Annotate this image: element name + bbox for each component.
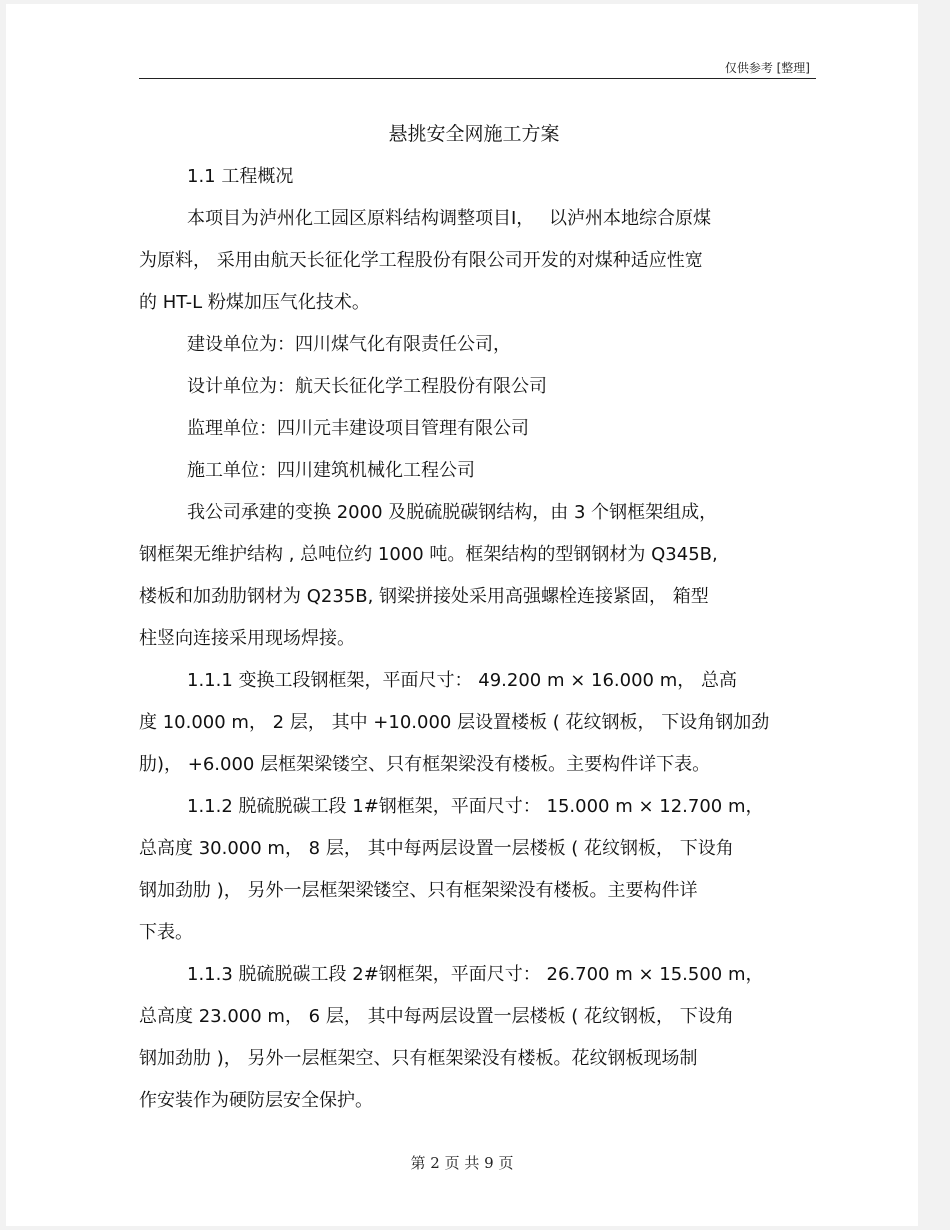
paragraph-line: 1.1.1 变换工段钢框架，平面尺寸： 49.200 m × 16.000 m， 总高 [187, 670, 737, 691]
paragraph-1-1-1 [139, 660, 809, 786]
paragraph-line: 的 HT-L 粉煤加压气化技术。 [139, 292, 370, 313]
paragraph-line: 总高度 23.000 m， 6 层， 其中每两层设置一层楼板 ( 花纹钢板， 下设角 [139, 1006, 734, 1027]
paragraph-line: 1.1.3 脱硫脱碳工段 2#钢框架，平面尺寸： 26.700 m × 15.500 m， [187, 964, 764, 985]
paragraph-line: 钢加劲肋 )， 另外一层框架空、只有框架梁没有楼板。花纹钢板现场制 [139, 1048, 698, 1069]
paragraph-line: 度 10.000 m， 2 层， 其中 +10.000 层设置楼板 ( 花纹钢板， 下设角钢加劲 [139, 712, 770, 733]
paragraph-line: 下表。 [139, 922, 193, 943]
paragraph-1-1-3 [139, 954, 809, 1122]
construction-unit-line: 施工单位：四川建筑机械化工程公司 [187, 460, 475, 481]
document-body [139, 116, 809, 1122]
paragraph-1-1-2 [139, 786, 809, 954]
owner-unit-line: 建设单位为：四川煤气化有限责任公司， [187, 334, 511, 355]
paragraph-line: 钢框架无维护结构 , 总吨位约 1000 吨。框架结构的型钢钢材为 Q345B, [139, 544, 718, 565]
paragraph-line: 1.1.2 脱硫脱碳工段 1#钢框架，平面尺寸： 15.000 m × 12.700 m， [187, 796, 764, 817]
document-page [6, 4, 918, 1226]
header-rule [139, 78, 816, 79]
paragraph-line: 作安装作为硬防层安全保护。 [139, 1090, 373, 1111]
paragraph-line: 我公司承建的变换 2000 及脱硫脱碳钢结构，由 3 个钢框架组成， [187, 502, 718, 523]
paragraph-line: 钢加劲肋 )， 另外一层框架梁镂空、只有框架梁没有楼板。主要构件详 [139, 880, 698, 901]
design-unit-line: 设计单位为：航天长征化学工程股份有限公司 [187, 376, 547, 397]
document-title: 悬挑安全网施工方案 [388, 123, 560, 145]
header-note: 仅供参考 [整理] [724, 61, 810, 75]
supervision-unit-line: 监理单位：四川元丰建设项目管理有限公司 [187, 418, 529, 439]
paragraph-line: 柱竖向连接采用现场焊接。 [139, 628, 355, 649]
paragraph-overview [139, 198, 809, 324]
page-number-footer: 第 2 页 共 9 页 [410, 1154, 514, 1172]
paragraph-line: 肋)， +6.000 层框架梁镂空、只有框架梁没有楼板。主要构件详下表。 [139, 754, 711, 775]
paragraph-steel-structure [139, 492, 809, 660]
section-heading: 1.1 工程概况 [187, 166, 294, 187]
paragraph-line: 本项目为泸州化工园区原料结构调整项目Ⅰ， 以泸州本地综合原煤 [187, 208, 712, 229]
paragraph-line: 为原料， 采用由航天长征化学工程股份有限公司开发的对煤种适应性宽 [139, 250, 703, 271]
paragraph-line: 总高度 30.000 m， 8 层， 其中每两层设置一层楼板 ( 花纹钢板， 下设角 [139, 838, 734, 859]
paragraph-line: 楼板和加劲肋钢材为 Q235B, 钢梁拼接处采用高强螺栓连接紧固， 箱型 [139, 586, 709, 607]
